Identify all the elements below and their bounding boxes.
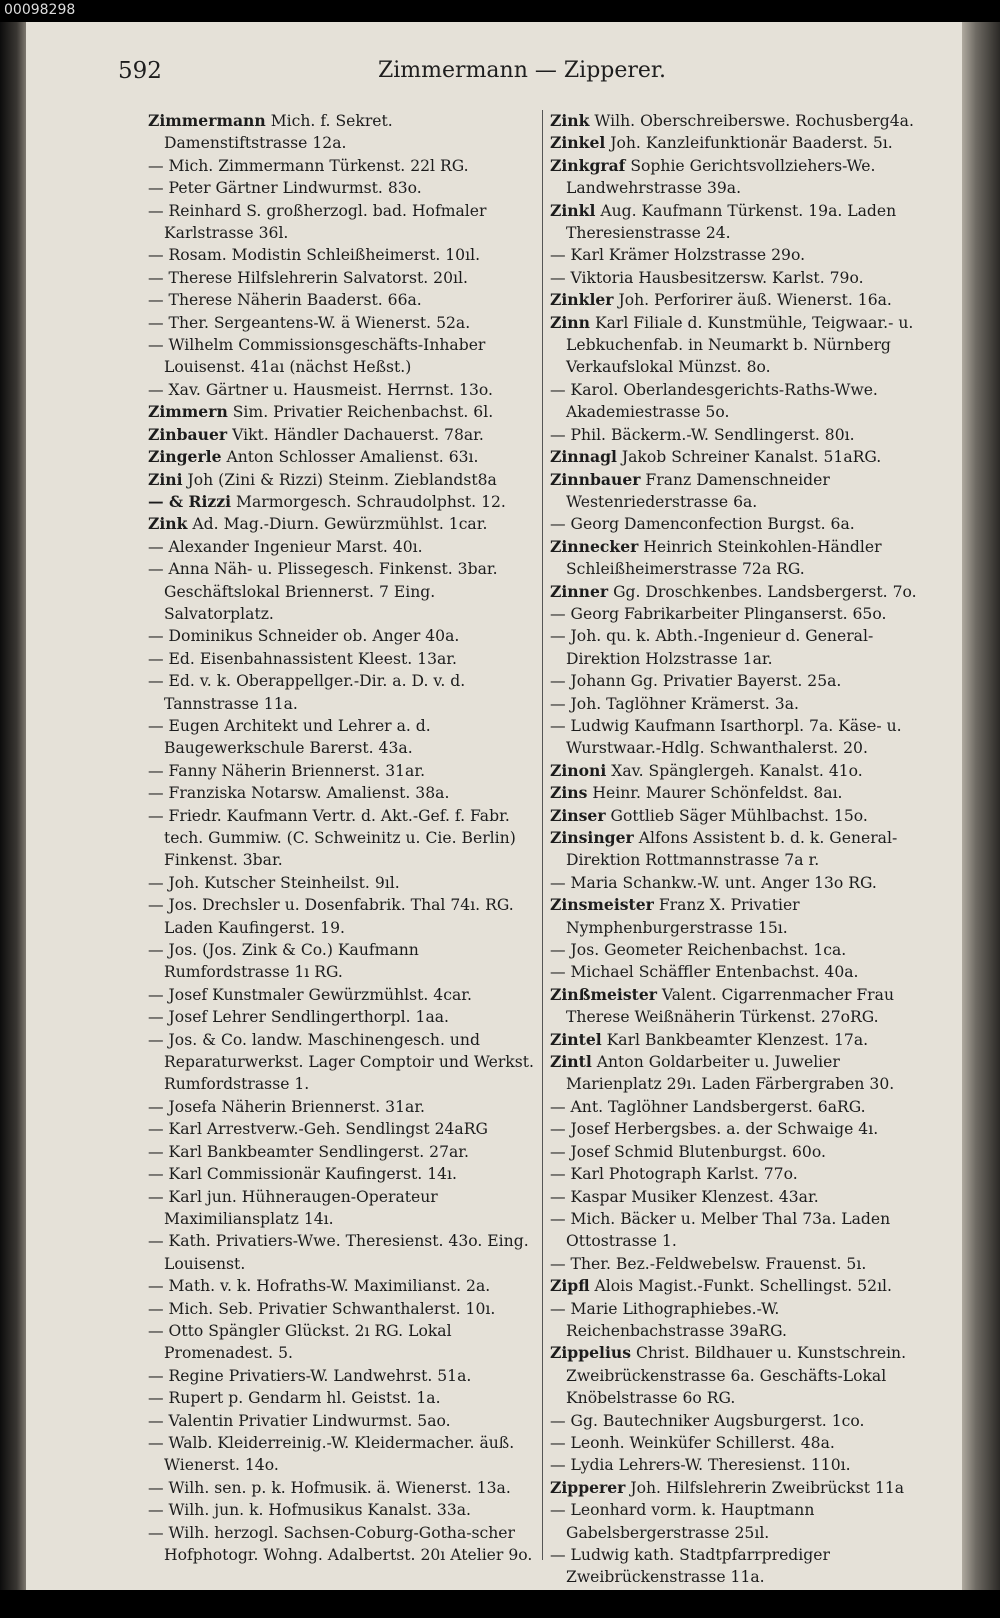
entry-text: — Karl Krämer Holzstrasse 29o. — [550, 246, 806, 265]
directory-entry — [148, 648, 536, 670]
page-title: Zimmermann — Zipperer. — [377, 58, 667, 83]
entry-surname: Zinoni — [550, 760, 607, 780]
directory-entry — [550, 1499, 920, 1544]
directory-entry — [148, 715, 536, 760]
directory-entry — [148, 1432, 536, 1477]
directory-entry — [148, 469, 536, 491]
entry-surname: Zinßmeister — [550, 984, 657, 1004]
entry-surname: Zinsinger — [550, 828, 634, 847]
entry-text: — Joh. Kutscher Steinheilst. 9ıl. — [148, 873, 400, 892]
directory-entry — [148, 1275, 536, 1297]
directory-entry — [148, 401, 536, 423]
entry-text: Gottlieb Säger Mühlbachst. 15o. — [605, 806, 868, 825]
entry-text: Sim. Privatier Reichenbachst. 6l. — [227, 403, 494, 422]
entry-text: — Lydia Lehrers-W. Theresienst. 110ı. — [550, 1456, 851, 1475]
directory-entry — [550, 715, 920, 760]
directory-entry — [148, 1320, 536, 1365]
directory-entry — [550, 827, 920, 872]
directory-entry — [550, 469, 920, 514]
entry-text: Joh. Kanzleifunktionär Baaderst. 5ı. — [605, 134, 893, 153]
book-spine — [0, 22, 28, 1590]
entry-text: — Therese Hilfslehrerin Salvatorst. 20ıl. — [148, 268, 468, 287]
page-edge — [960, 22, 1000, 1590]
entry-text: Heinr. Maurer Schönfeldst. 8aı. — [587, 784, 843, 803]
directory-entry — [550, 289, 920, 311]
entry-text: Karl Bankbeamter Klenzest. 17a. — [601, 1030, 869, 1049]
directory-entry — [550, 782, 920, 804]
entry-surname: Zins — [550, 783, 588, 803]
entry-text: — Jos. & Co. landw. Maschinengesch. und Reparaturwerkst. Lager Comptoir und Werkst. Rumfordstrasse 1. — [148, 1030, 534, 1094]
entry-text: Gg. Droschkenbes. Landsbergerst. 7o. — [608, 582, 917, 601]
directory-entry — [550, 1051, 920, 1096]
directory-entry — [550, 1163, 920, 1185]
entry-text: — Johann Gg. Privatier Bayerst. 25a. — [550, 672, 842, 691]
scan-id: 00098298 — [4, 2, 76, 18]
directory-entry — [148, 155, 536, 177]
directory-entry — [148, 670, 536, 715]
entry-surname: Zinkel — [550, 133, 606, 153]
directory-entry — [148, 513, 536, 535]
directory-entry — [148, 805, 536, 872]
directory-entry — [550, 1186, 920, 1208]
directory-entry — [148, 1141, 536, 1163]
directory-entry — [148, 267, 536, 289]
entry-text: — Kaspar Musiker Klenzest. 43ar. — [550, 1187, 819, 1206]
entry-text: Ad. Mag.-Diurn. Gewürzmühlst. 1car. — [187, 515, 488, 534]
directory-entry — [550, 1454, 920, 1476]
entry-text: — Karl Bankbeamter Sendlingerst. 27ar. — [148, 1142, 469, 1161]
entry-surname: Zinkgraf — [550, 155, 626, 175]
directory-entry — [550, 155, 920, 200]
entry-text: — Georg Damenconfection Burgst. 6a. — [550, 515, 855, 534]
entry-text: — Otto Spängler Glückst. 2ı RG. Lokal Promenadest. 5. — [148, 1321, 452, 1363]
entry-text: Marmorgesch. Schraudolphst. 12. — [231, 492, 506, 511]
entry-text: — Jos. Drechsler u. Dosenfabrik. Thal 74ı. RG. Laden Kaufingerst. 19. — [148, 896, 514, 937]
directory-entry — [148, 244, 536, 266]
entry-surname: Zintl — [550, 1052, 592, 1072]
entry-text: — Rosam. Modistin Schleißheimerst. 10ıl. — [148, 246, 481, 265]
entry-text: — Ed. v. k. Oberappellger.-Dir. a. D. v. d. Tannstrasse 11a. — [148, 672, 466, 713]
entry-text: — Rupert p. Gendarm hl. Geistst. 1a. — [148, 1389, 441, 1408]
entry-text: — Kath. Privatiers-Wwe. Theresienst. 43o. Eing. Louisenst. — [148, 1232, 529, 1273]
entry-text: — Phil. Bäckerm.-W. Sendlingerst. 80ı. — [550, 425, 855, 444]
entry-text: — Anna Näh- u. Plissegesch. Finkenst. 3bar. Geschäftslokal Briennerst. 7 Eing. Salvatorplatz. — [148, 560, 498, 623]
entry-text: — Walb. Kleiderreinig.-W. Kleidermacher. äuß. Wienerst. 14o. — [148, 1433, 515, 1475]
entry-text: — Dominikus Schneider ob. Anger 40a. — [148, 627, 460, 646]
entry-text: — Valentin Privatier Lindwurmst. 5ao. — [148, 1411, 451, 1430]
entry-surname: Zinnbauer — [550, 469, 641, 489]
entry-text: — Josef Herbergsbes. a. der Schwaige 4ı. — [550, 1120, 879, 1139]
entry-text: Karl Filiale d. Kunstmühle, Teigwaar.- u. Lebkuchenfab. in Neumarkt b. Nürnberg Verkaufslokal Münzst. 8o. — [566, 313, 914, 377]
entry-text: — Therese Näherin Baaderst. 66a. — [148, 291, 422, 310]
directory-entry — [550, 132, 920, 154]
entry-text: Joh. Hilfslehrerin Zweibrückst 11a — [625, 1478, 905, 1497]
entry-surname: Zink — [550, 111, 590, 130]
entry-text: Jakob Schreiner Kanalst. 51aRG. — [616, 448, 882, 467]
directory-entry — [550, 110, 920, 132]
directory-entry — [148, 1118, 536, 1140]
directory-entry — [148, 1230, 536, 1275]
entry-text: — Mich. Seb. Privatier Schwanthalerst. 10ı. — [148, 1299, 496, 1318]
entry-surname: Zipperer — [550, 1477, 626, 1497]
entry-surname: Zinkl — [550, 200, 596, 220]
directory-entry — [550, 1275, 920, 1297]
directory-entry — [550, 1253, 920, 1275]
directory-entry — [148, 894, 536, 939]
entry-text: — Karl Photograph Karlst. 77o. — [550, 1165, 798, 1184]
directory-entry — [148, 110, 536, 155]
entry-text: — Josef Lehrer Sendlingerthorpl. 1aa. — [148, 1008, 449, 1027]
directory-entry — [550, 939, 920, 961]
directory-entry — [148, 289, 536, 311]
directory-entry — [148, 446, 536, 468]
directory-entry — [148, 1410, 536, 1432]
entry-text: — Maria Schankw.-W. unt. Anger 13o RG. — [550, 873, 877, 892]
directory-entry — [148, 1029, 536, 1096]
directory-entry — [148, 1387, 536, 1409]
directory-entry — [550, 1544, 920, 1589]
directory-entry — [148, 1186, 536, 1231]
entry-text: — Ther. Sergeantens-W. ä Wienerst. 52a. — [148, 313, 471, 332]
directory-entry — [550, 894, 920, 939]
entry-surname: Zipfl — [550, 1276, 590, 1296]
page-number: 592 — [118, 58, 162, 84]
entry-text: Xav. Spänglergeh. Kanalst. 41o. — [606, 761, 863, 780]
directory-entry — [148, 1477, 536, 1499]
scan-bottom-strip — [0, 1590, 1000, 1618]
entry-surname: Zinbauer — [148, 424, 228, 444]
entry-surname: Zinsmeister — [550, 895, 654, 915]
entry-text: Anton Goldarbeiter u. Juwelier Marienplatz 29ı. Laden Färbergraben 30. — [566, 1053, 895, 1094]
directory-entry — [550, 379, 920, 424]
directory-entry — [148, 334, 536, 379]
entry-text: — Jos. Geometer Reichenbachst. 1ca. — [550, 941, 847, 960]
entry-text: — Karol. Oberlandesgerichts-Raths-Wwe. Akademiestrasse 5o. — [550, 380, 878, 422]
entry-text: — Karl Commissionär Kaufingerst. 14ı. — [148, 1165, 457, 1184]
entry-text: — Ed. Eisenbahnassistent Kleest. 13ar. — [148, 649, 458, 668]
directory-entry — [550, 312, 920, 379]
directory-entry — [148, 1298, 536, 1320]
entry-text: — Wilh. herzogl. Sachsen-Coburg-Gotha-scher Hofphotogr. Wohng. Adalbertst. 20ı Atelier 9o. — [148, 1523, 533, 1564]
entry-text: — Wilhelm Commissionsgeschäfts-Inhaber Louisenst. 41aı (nächst Heßst.) — [148, 336, 486, 377]
entry-text: Aug. Kaufmann Türkenst. 19a. Laden Theresienstrasse 24. — [566, 201, 897, 243]
entry-text: — Alexander Ingenieur Marst. 40ı. — [148, 537, 423, 556]
entry-text: Christ. Bildhauer u. Kunstschrein. Zweibrückenstrasse 6a. Geschäfts-Lokal Knöbelstrasse 6o RG. — [566, 1344, 907, 1408]
entry-text: Joh (Zini & Rizzi) Steinm. Zieblandst8a — [182, 470, 497, 489]
directory-entry — [148, 625, 536, 647]
entry-text: — Michael Schäffler Entenbachst. 40a. — [550, 963, 859, 982]
entry-text: — Josef Kunstmaler Gewürzmühlst. 4car. — [148, 985, 472, 1004]
directory-entry — [550, 1208, 920, 1253]
entry-text: — Jos. (Jos. Zink & Co.) Kaufmann Rumfordstrasse 1ı RG. — [148, 941, 419, 982]
directory-entry — [550, 267, 920, 289]
entry-text: — Georg Fabrikarbeiter Plinganserst. 65o. — [550, 604, 887, 623]
entry-text: — Reinhard S. großherzogl. bad. Hofmaler Karlstrasse 36l. — [148, 201, 487, 243]
entry-text: — Karl jun. Hühneraugen-Operateur Maximiliansplatz 14ı. — [148, 1187, 438, 1228]
directory-entry — [148, 1096, 536, 1118]
entry-text: — Eugen Architekt und Lehrer a. d. Baugewerkschule Barerst. 43a. — [148, 716, 431, 758]
entry-surname: Zinser — [550, 805, 606, 825]
entry-surname: Zippelius — [550, 1343, 631, 1363]
column-divider — [542, 110, 543, 1560]
directory-entry — [550, 625, 920, 670]
directory-entry — [550, 760, 920, 782]
entry-text: Vikt. Händler Dachauerst. 78ar. — [227, 425, 484, 444]
page-header — [118, 58, 926, 98]
entry-text: Alois Magist.-Funkt. Schellingst. 52ıl. — [589, 1277, 892, 1296]
entry-surname: Zinner — [550, 581, 609, 601]
directory-entry — [550, 984, 920, 1029]
directory-entry — [148, 872, 536, 894]
entry-text: — Wilh. jun. k. Hofmusikus Kanalst. 33a. — [148, 1501, 472, 1520]
entry-text: — Viktoria Hausbesitzersw. Karlst. 79o. — [550, 268, 864, 287]
directory-entry — [148, 312, 536, 334]
entry-surname: Zink — [148, 514, 188, 534]
entry-text: Wilh. Oberschreiberswe. Rochusberg4a. — [589, 112, 914, 130]
directory-entry — [550, 1342, 920, 1409]
directory-entry — [550, 693, 920, 715]
entry-text: — Math. v. k. Hofraths-W. Maximilianst. 2a. — [148, 1277, 491, 1296]
entry-text: — Leonh. Weinküfer Schillerst. 48a. — [550, 1433, 835, 1452]
entry-surname: Zintel — [550, 1029, 602, 1049]
entry-text: — Mich. Bäcker u. Melber Thal 73a. Laden Ottostrasse 1. — [550, 1209, 891, 1251]
entry-text: Joh. Perforirer äuß. Wienerst. 16a. — [613, 291, 892, 310]
entry-text: — Leonhard vorm. k. Hauptmann Gabelsbergerstrasse 25ıl. — [550, 1501, 815, 1542]
directory-entry — [550, 536, 920, 581]
entry-text: — Fanny Näherin Briennerst. 31ar. — [148, 761, 426, 780]
entry-text: Mich. f. Sekret. Damenstiftstrasse 12a. — [164, 112, 393, 153]
entry-text: Franz X. Privatier Nymphenburgerstrasse 15ı. — [566, 896, 800, 937]
directory-entry — [148, 782, 536, 804]
entry-text: — Ther. Bez.-Feldwebelsw. Frauenst. 5ı. — [550, 1254, 867, 1273]
entry-surname: Zinnecker — [550, 536, 639, 556]
entry-text: — Josef Schmid Blutenburgst. 60o. — [550, 1142, 826, 1161]
entry-surname: Zinkler — [550, 290, 614, 310]
entry-surname: Zingerle — [148, 447, 222, 467]
entry-text: — Xav. Gärtner u. Hausmeist. Herrnst. 13o. — [148, 380, 493, 399]
directory-entry — [550, 603, 920, 625]
directory-entry — [550, 872, 920, 894]
entry-text: — Joh. qu. k. Abth.-Ingenieur d. General-Direktion Holzstrasse 1ar. — [550, 627, 874, 668]
entry-text: — Peter Gärtner Lindwurmst. 83o. — [148, 179, 422, 198]
directory-entry — [550, 513, 920, 535]
entry-text: Alfons Assistent b. d. k. General-Direktion Rottmannstrasse 7a r. — [566, 829, 898, 870]
left-column — [148, 110, 536, 1565]
directory-entry — [550, 1410, 920, 1432]
entry-text: — Ludwig Kaufmann Isarthorpl. 7a. Käse- u. Wurstwaar.-Hdlg. Schwanthalerst. 20. — [550, 716, 902, 758]
entry-text: Sophie Gerichtsvollziehers-We. Landwehrstrasse 39a. — [566, 156, 876, 198]
entry-text: — Marie Lithographiebes.-W. Reichenbachstrasse 39aRG. — [550, 1299, 788, 1340]
directory-entry — [148, 536, 536, 558]
directory-entry — [550, 1298, 920, 1343]
directory-entry — [550, 1096, 920, 1118]
entry-surname: Zinnagl — [550, 447, 617, 467]
directory-entry — [148, 379, 536, 401]
directory-entry — [148, 1163, 536, 1185]
directory-entry — [550, 1477, 920, 1499]
entry-surname: — & Rizzi — [148, 491, 232, 511]
directory-entry — [148, 984, 536, 1006]
directory-entry — [550, 1141, 920, 1163]
entry-text: — Regine Privatiers-W. Landwehrst. 51a. — [148, 1366, 472, 1385]
directory-entry — [550, 670, 920, 692]
entry-surname: Zimmern — [148, 402, 228, 422]
entry-text: Valent. Cigarrenmacher Frau Therese Weißnäherin Türkenst. 27oRG. — [566, 985, 894, 1027]
scan-top-strip — [0, 0, 1000, 22]
directory-entry — [148, 200, 536, 245]
directory-entry — [550, 244, 920, 266]
directory-entry — [148, 760, 536, 782]
entry-text: Heinrich Steinkohlen-Händler Schleißheimerstrasse 72a RG. — [566, 537, 882, 579]
directory-entry — [550, 1432, 920, 1454]
entry-text: Franz Damenschneider Westenriederstrasse 6a. — [566, 470, 830, 511]
directory-entry — [148, 424, 536, 446]
directory-entry — [550, 581, 920, 603]
entry-text: — Mich. Zimmermann Türkenst. 22l RG. — [148, 156, 469, 175]
directory-entry — [550, 805, 920, 827]
entry-surname: Zini — [148, 469, 183, 489]
entry-text: — Wilh. sen. p. k. Hofmusik. ä. Wienerst. 13a. — [148, 1478, 511, 1497]
directory-entry — [550, 446, 920, 468]
entry-text: — Ludwig kath. Stadtpfarrprediger Zweibrückenstrasse 11a. — [550, 1546, 830, 1587]
directory-entry — [148, 491, 536, 513]
directory-entry — [148, 1522, 536, 1567]
entry-text: — Josefa Näherin Briennerst. 31ar. — [148, 1097, 426, 1116]
entry-text: Anton Schlosser Amalienst. 63ı. — [221, 448, 479, 467]
directory-entry — [148, 177, 536, 199]
directory-entry — [148, 558, 536, 625]
directory-entry — [550, 961, 920, 983]
entry-text: — Karl Arrestverw.-Geh. Sendlingst 24aRG — [148, 1120, 488, 1139]
entry-text: — Gg. Bautechniker Augsburgerst. 1co. — [550, 1411, 865, 1430]
entry-text: — Ant. Taglöhner Landsbergerst. 6aRG. — [550, 1097, 866, 1116]
directory-entry — [550, 1118, 920, 1140]
directory-entry — [550, 1029, 920, 1051]
entry-text: — Franziska Notarsw. Amalienst. 38a. — [148, 784, 450, 803]
entry-surname: Zinn — [550, 312, 590, 332]
directory-entry — [148, 1499, 536, 1521]
entry-surname: Zimmermann — [148, 111, 266, 130]
directory-entry — [148, 1006, 536, 1028]
directory-entry — [550, 200, 920, 245]
directory-entry — [550, 424, 920, 446]
entry-text: — Friedr. Kaufmann Vertr. d. Akt.-Gef. f. Fabr. tech. Gummiw. (C. Schweinitz u. Cie. Berlin) Finkenst. 3bar. — [148, 806, 516, 870]
entry-text: — Joh. Taglöhner Krämerst. 3a. — [550, 694, 799, 713]
right-column — [550, 110, 920, 1587]
directory-entry — [148, 939, 536, 984]
directory-entry — [148, 1365, 536, 1387]
